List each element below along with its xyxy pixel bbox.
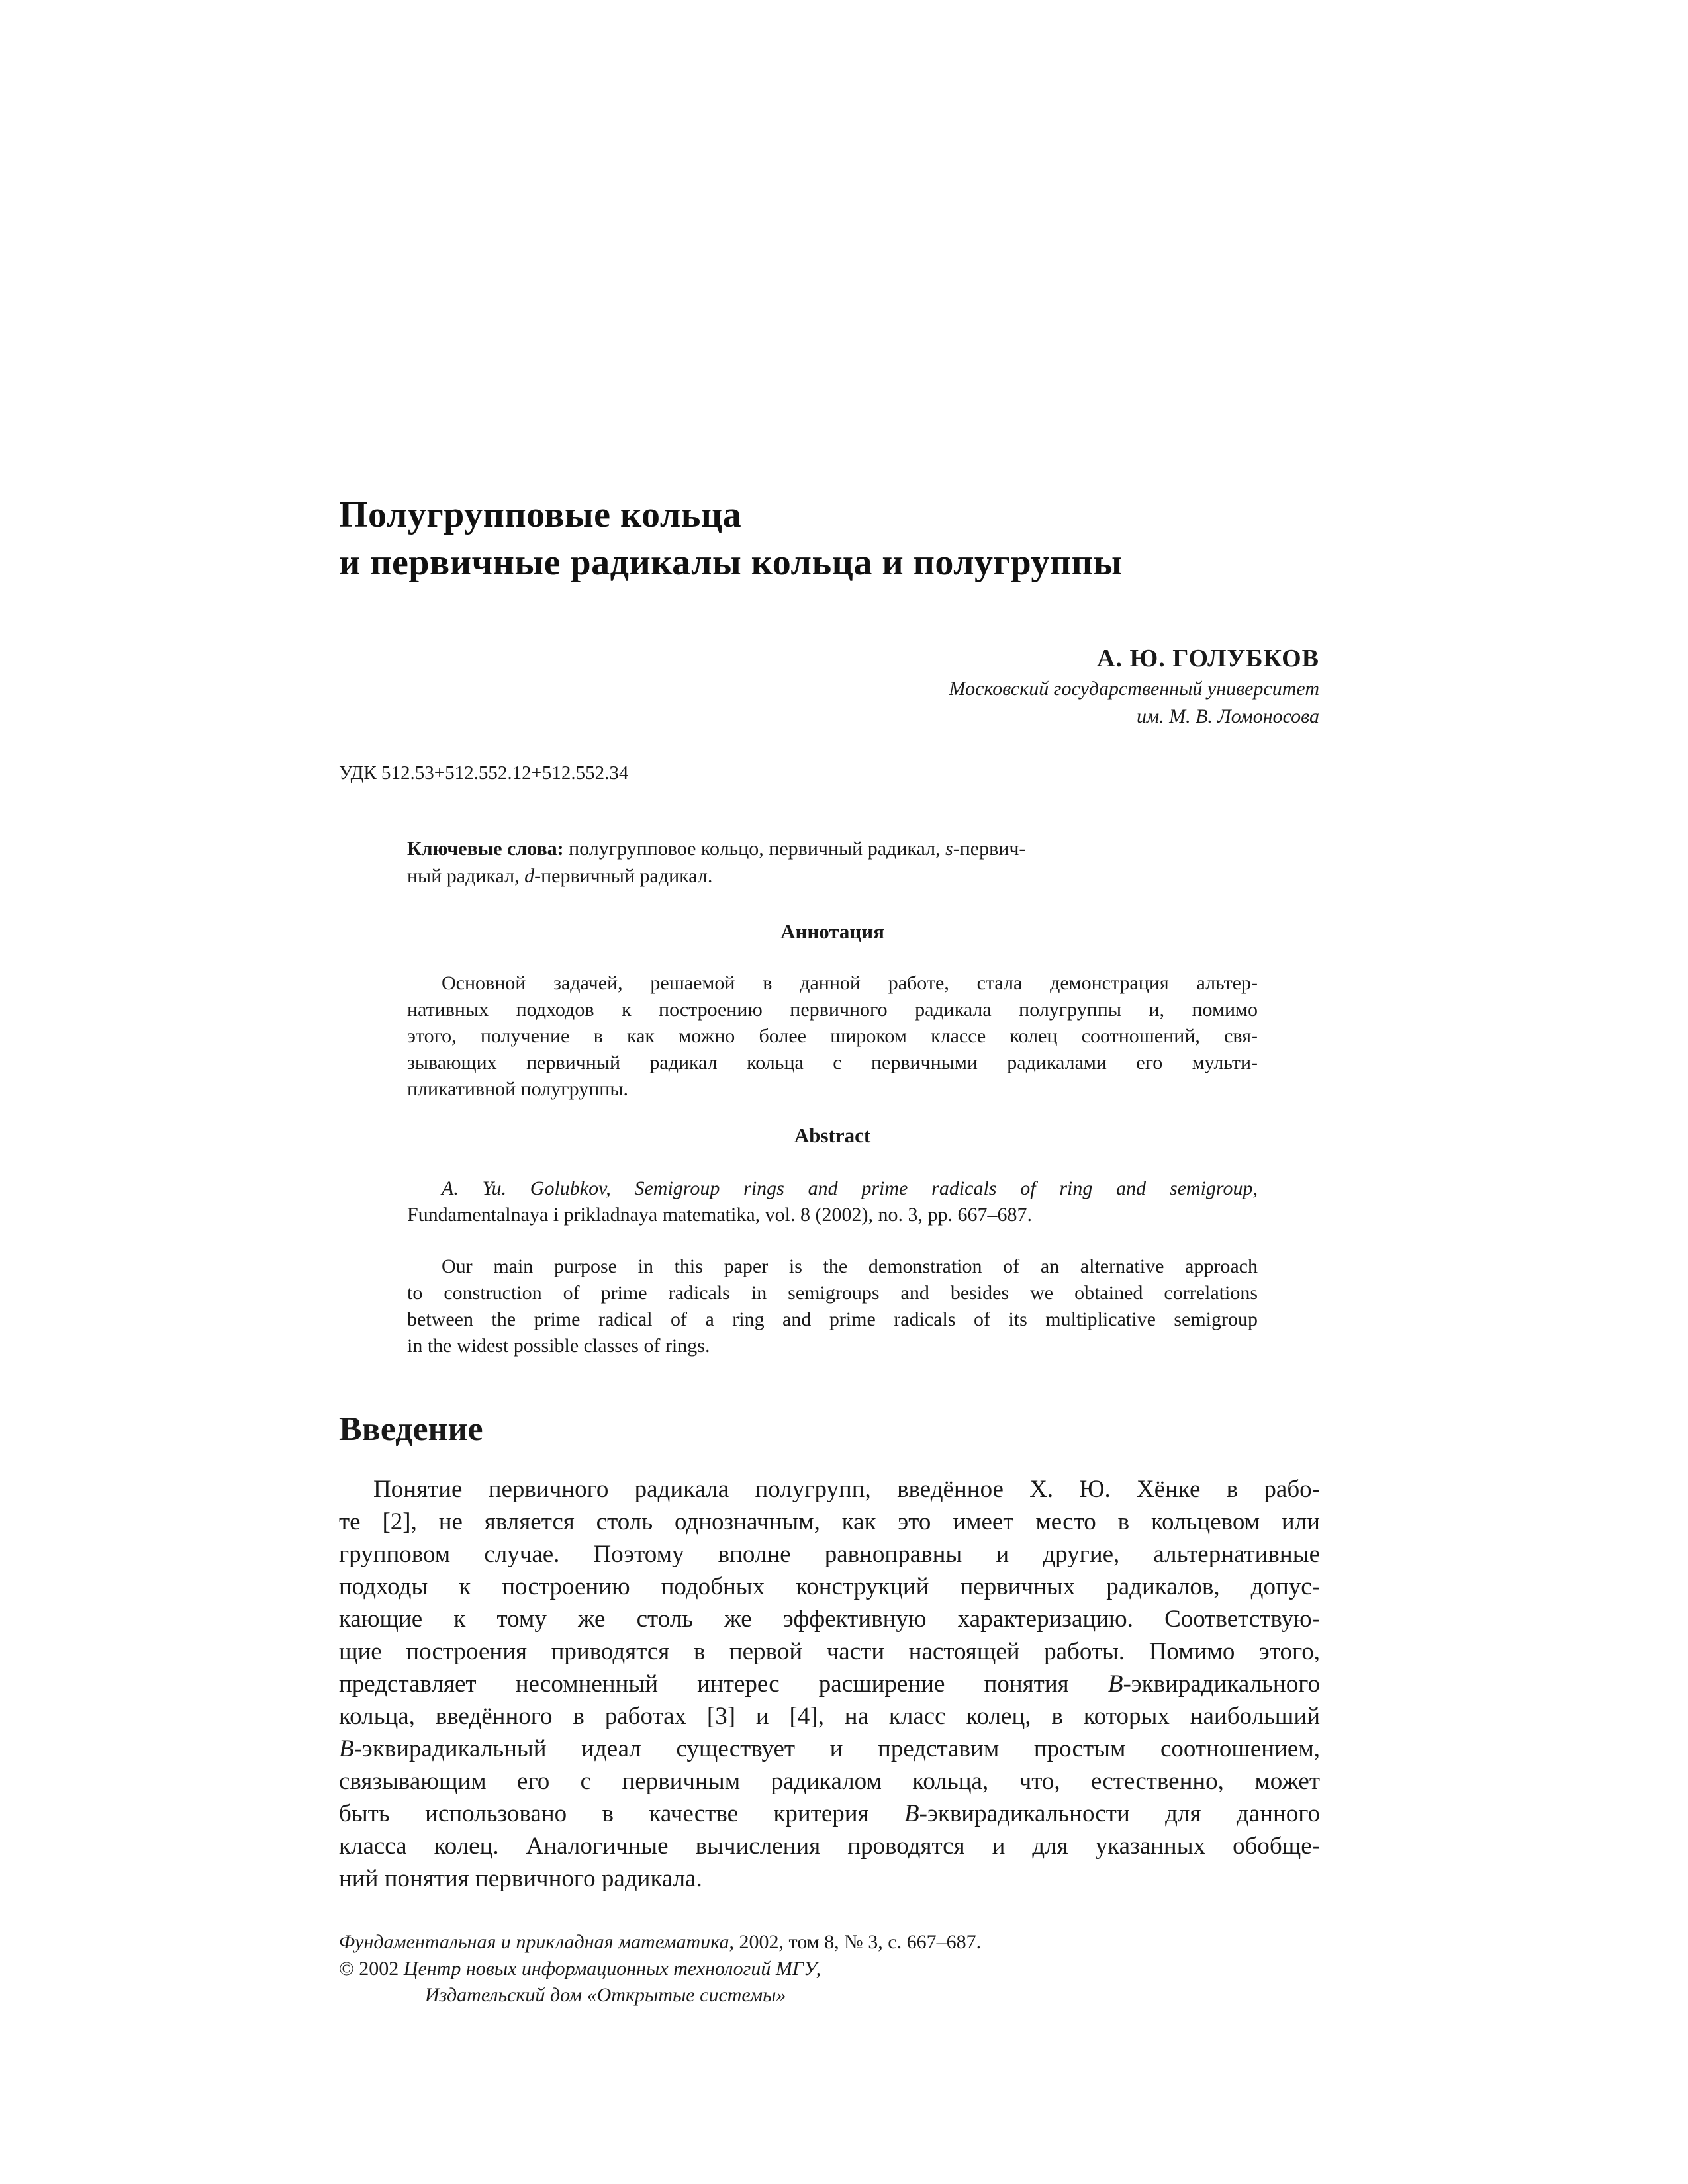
- affiliation-line-1: Московский государственный университет: [949, 678, 1319, 700]
- intro-heading: Введение: [339, 1410, 483, 1448]
- intro-line: кающие к тому же столь же эффективную характеризацию. Соответствую-: [339, 1606, 1320, 1633]
- annotation-body: [407, 970, 1258, 1103]
- footer-journal: [339, 1929, 1332, 1956]
- author-name: А. Ю. ГОЛУБКОВ: [1097, 645, 1319, 672]
- intro-line: связывающим его с первичным радикалом кольца, что, естественно, может: [339, 1768, 1320, 1795]
- intro-line: те [2], не является столь однозначным, как это имеет место в кольцевом или: [339, 1508, 1320, 1535]
- intro-text: быть использовано в качестве критерия: [339, 1800, 905, 1827]
- citation-plain: Fundamentalnaya i prikladnaya matematika, vol. 8 (2002), no. 3, pp. 667–687.: [407, 1204, 1032, 1226]
- intro-body: [339, 1473, 1320, 1895]
- copyright-mark: © 2002: [339, 1958, 404, 1979]
- keywords-s-var: s: [945, 838, 953, 860]
- keywords: [407, 835, 1258, 889]
- title-line-2: и первичные радикалы кольца и полугруппы: [339, 542, 1123, 583]
- footer-journal-name: Фундаментальная и прикладная математика: [339, 1931, 729, 1953]
- annotation-line: пликативной полугруппы.: [407, 1078, 628, 1100]
- abstract-body: [407, 1253, 1258, 1359]
- intro-line: щие построения приводятся в первой части настоящей работы. Помимо этого,: [339, 1638, 1320, 1665]
- abstract-line: to construction of prime radicals in semigroups and besides we obtained correlations: [407, 1282, 1258, 1304]
- math-var-b: B: [1107, 1670, 1123, 1698]
- intro-line: подходы к построению подобных конструкций первичных радикалов, допус-: [339, 1573, 1320, 1600]
- intro-line: [339, 1733, 1320, 1765]
- abstract-citation: [407, 1175, 1258, 1228]
- intro-line: кольца, введённого в работах [3] и [4], на класс колец, в которых наибольший: [339, 1703, 1320, 1730]
- math-var-b: B: [339, 1735, 354, 1762]
- keywords-text-2: -первич-: [953, 838, 1026, 860]
- annotation-line: Основной задачей, решаемой в данной работе, стала демонстрация альтер-: [442, 972, 1258, 994]
- footer-publisher: Издательский дом «Открытые системы»: [425, 1984, 786, 2006]
- keywords-d-var: d: [524, 865, 535, 887]
- keywords-text-4: -первичный радикал.: [534, 865, 713, 887]
- author-affiliation: [728, 675, 1319, 731]
- footer-journal-details: , 2002, том 8, № 3, с. 667–687.: [729, 1931, 982, 1953]
- keywords-text-1: полугрупповое кольцо, первичный радикал,: [563, 838, 946, 860]
- citation-italic: A. Yu. Golubkov, Semigroup rings and prime radicals of ring and semigroup,: [442, 1177, 1258, 1199]
- intro-line: класса колец. Аналогичные вычисления проводятся и для указанных обобще-: [339, 1833, 1320, 1860]
- annotation-line: зывающих первичный радикал кольца с первичными радикалами его мульти-: [407, 1052, 1258, 1073]
- intro-text: представляет несомненный интерес расширение понятия: [339, 1670, 1108, 1698]
- intro-line: групповом случае. Поэтому вполне равноправны и другие, альтернативные: [339, 1541, 1320, 1568]
- footer-copyright: [339, 1956, 1332, 1982]
- article-title: [339, 491, 1398, 586]
- annotation-line: нативных подходов к построению первичного радикала полугруппы и, помимо: [407, 999, 1258, 1021]
- title-line-1: Полугрупповые кольца: [339, 494, 742, 535]
- author-block: [728, 642, 1319, 731]
- keywords-label: Ключевые слова:: [407, 838, 564, 860]
- intro-text: -эквирадикальный идеал существует и представим простым соотношением,: [353, 1735, 1320, 1762]
- abstract-heading: Abstract: [794, 1124, 871, 1147]
- intro-text: -эквирадикального: [1123, 1670, 1320, 1698]
- math-var-b: B: [904, 1800, 919, 1827]
- page-footer: [339, 1929, 1332, 2009]
- annotation-heading: Аннотация: [780, 920, 884, 943]
- intro-line: ний понятия первичного радикала.: [339, 1865, 702, 1892]
- abstract-line: between the prime radical of a ring and prime radicals of its multiplicative semigroup: [407, 1308, 1258, 1330]
- footer-center: Центр новых информационных технологий МГУ,: [403, 1958, 821, 1979]
- annotation-line: этого, получение в как можно более широком классе колец соотношений, свя-: [407, 1025, 1258, 1047]
- intro-text: -эквирадикальности для данного: [919, 1800, 1320, 1827]
- intro-line: [339, 1668, 1320, 1700]
- abstract-line: Our main purpose in this paper is the demonstration of an alternative approach: [442, 1255, 1258, 1277]
- udk-code: УДК 512.53+512.552.12+512.552.34: [339, 762, 629, 784]
- abstract-line: in the widest possible classes of rings.: [407, 1335, 710, 1357]
- intro-line: Понятие первичного радикала полугрупп, введённое Х. Ю. Хёнке в рабо-: [373, 1476, 1320, 1503]
- affiliation-line-2: им. М. В. Ломоносова: [1136, 705, 1319, 727]
- keywords-text-3: ный радикал,: [407, 865, 525, 887]
- intro-line: [339, 1797, 1320, 1830]
